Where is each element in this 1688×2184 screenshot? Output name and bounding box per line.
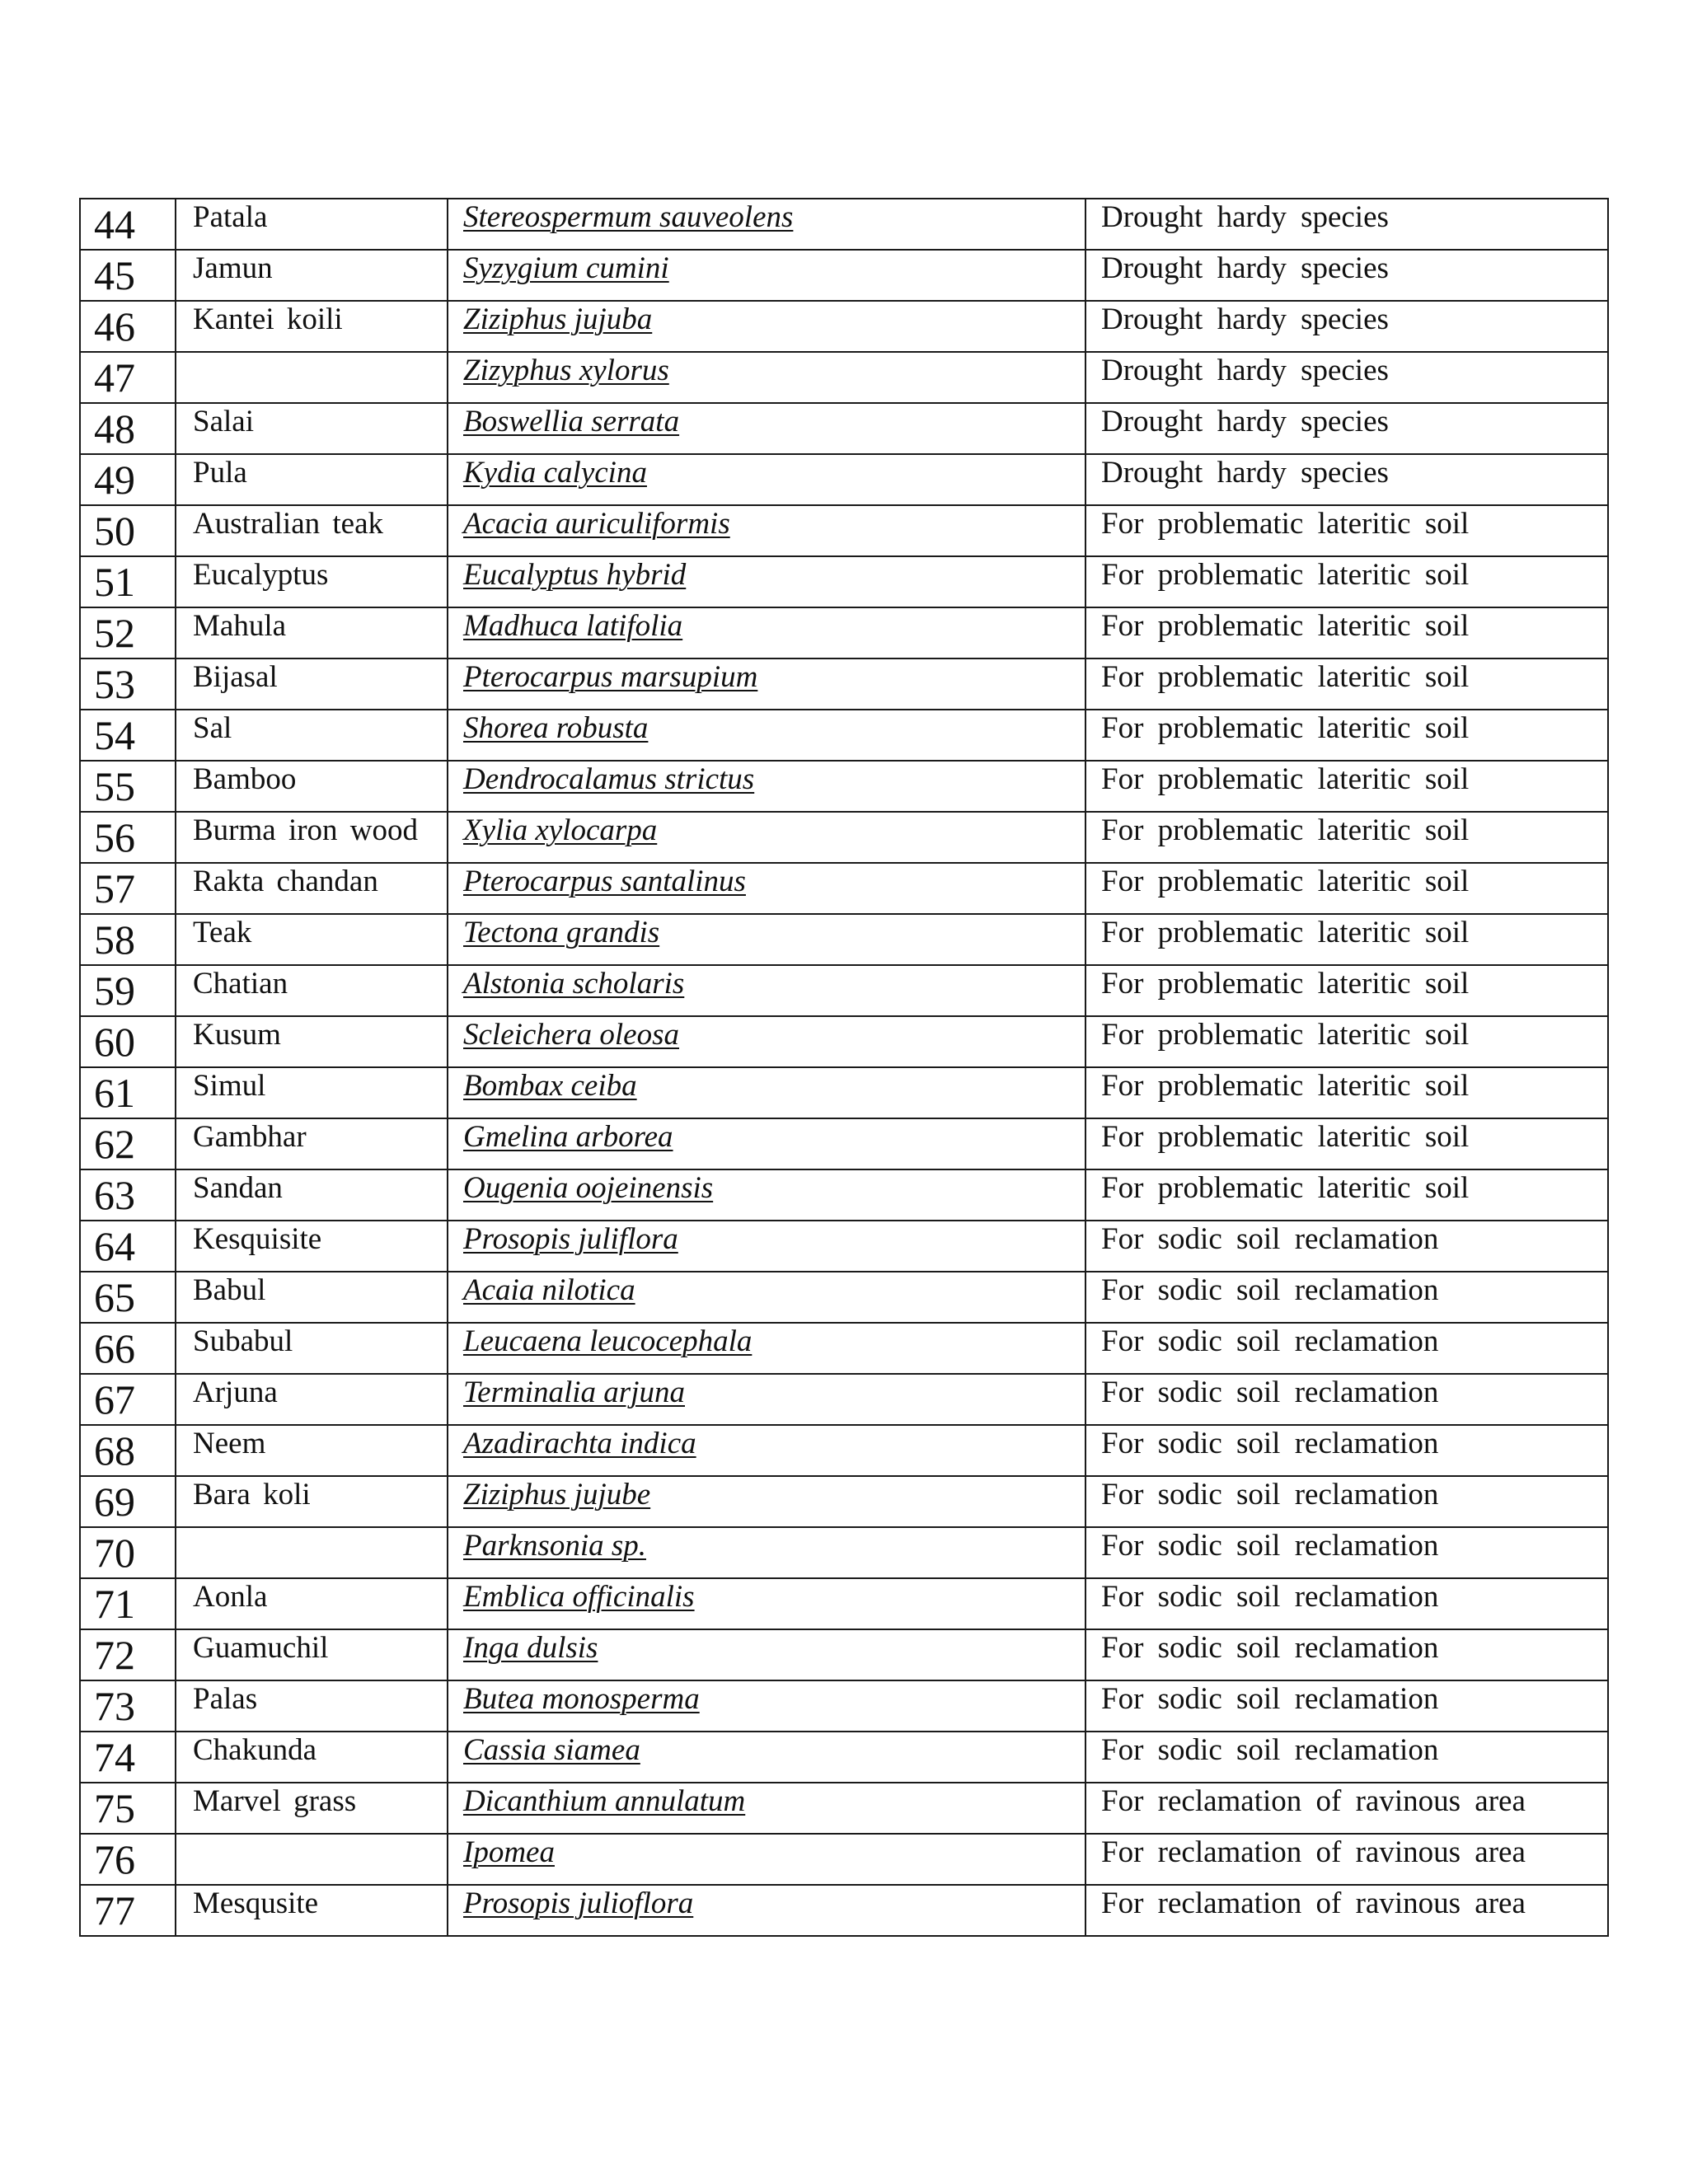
scientific-name-cell	[448, 352, 1085, 403]
scientific-name-text: Zizyphus xylorus	[463, 354, 669, 387]
scientific-name-text: Pterocarpus marsupium	[463, 660, 758, 694]
purpose-cell: For sodic soil reclamation	[1085, 1374, 1608, 1425]
scientific-name-cell	[448, 1272, 1085, 1323]
local-name-cell: Kesquisite	[176, 1221, 448, 1272]
table-row	[80, 1425, 1608, 1476]
scientific-name-text: Ipomea	[463, 1835, 555, 1869]
table-row	[80, 250, 1608, 301]
local-name-cell: Neem	[176, 1425, 448, 1476]
row-number-cell: 46	[80, 301, 176, 352]
local-name-cell: Pula	[176, 454, 448, 505]
row-number-cell: 48	[80, 403, 176, 454]
scientific-name-cell	[448, 1374, 1085, 1425]
row-number-cell: 77	[80, 1885, 176, 1936]
purpose-cell: For problematic lateritic soil	[1085, 1016, 1608, 1067]
row-number-cell: 63	[80, 1169, 176, 1221]
local-name-cell: Gambhar	[176, 1118, 448, 1169]
purpose-cell: For problematic lateritic soil	[1085, 556, 1608, 607]
scientific-name-cell	[448, 710, 1085, 761]
scientific-name-text: Ziziphus jujube	[463, 1478, 651, 1511]
local-name-cell: Bijasal	[176, 658, 448, 710]
scientific-name-text: Bombax ceiba	[463, 1069, 637, 1103]
scientific-name-cell	[448, 1680, 1085, 1732]
local-name-cell	[176, 352, 448, 403]
local-name-cell	[176, 1834, 448, 1885]
scientific-name-text: Dendrocalamus strictus	[463, 762, 755, 796]
scientific-name-cell	[448, 1629, 1085, 1680]
purpose-cell: For problematic lateritic soil	[1085, 658, 1608, 710]
local-name-cell: Arjuna	[176, 1374, 448, 1425]
row-number-cell: 71	[80, 1578, 176, 1629]
local-name-cell: Aonla	[176, 1578, 448, 1629]
scientific-name-cell	[448, 1527, 1085, 1578]
local-name-cell: Chakunda	[176, 1732, 448, 1783]
table-row	[80, 1680, 1608, 1732]
scientific-name-text: Acacia auriculiformis	[463, 507, 730, 541]
table-row	[80, 1016, 1608, 1067]
scientific-name-cell	[448, 301, 1085, 352]
table-row	[80, 1323, 1608, 1374]
table-row	[80, 863, 1608, 914]
purpose-cell: For problematic lateritic soil	[1085, 1118, 1608, 1169]
purpose-cell: For reclamation of ravinous area	[1085, 1885, 1608, 1936]
row-number-cell: 73	[80, 1680, 176, 1732]
table-row	[80, 352, 1608, 403]
row-number-cell: 66	[80, 1323, 176, 1374]
local-name-cell: Kusum	[176, 1016, 448, 1067]
purpose-cell: For sodic soil reclamation	[1085, 1629, 1608, 1680]
purpose-cell: For problematic lateritic soil	[1085, 710, 1608, 761]
table-row	[80, 1118, 1608, 1169]
table-row	[80, 1732, 1608, 1783]
table-row	[80, 454, 1608, 505]
table-row	[80, 301, 1608, 352]
table-row	[80, 1476, 1608, 1527]
row-number-cell: 55	[80, 761, 176, 812]
purpose-cell: For problematic lateritic soil	[1085, 761, 1608, 812]
scientific-name-text: Kydia calycina	[463, 456, 647, 490]
table-row	[80, 658, 1608, 710]
scientific-name-cell	[448, 863, 1085, 914]
purpose-cell: Drought hardy species	[1085, 250, 1608, 301]
purpose-cell: For reclamation of ravinous area	[1085, 1783, 1608, 1834]
purpose-cell: For sodic soil reclamation	[1085, 1476, 1608, 1527]
scientific-name-text: Azadirachta indica	[463, 1427, 696, 1460]
table-row	[80, 1783, 1608, 1834]
scientific-name-cell	[448, 1783, 1085, 1834]
row-number-cell: 52	[80, 607, 176, 658]
local-name-cell: Simul	[176, 1067, 448, 1118]
row-number-cell: 72	[80, 1629, 176, 1680]
row-number-cell: 50	[80, 505, 176, 556]
scientific-name-cell	[448, 1476, 1085, 1527]
purpose-cell: Drought hardy species	[1085, 403, 1608, 454]
purpose-cell: For reclamation of ravinous area	[1085, 1834, 1608, 1885]
row-number-cell: 69	[80, 1476, 176, 1527]
scientific-name-cell	[448, 1169, 1085, 1221]
local-name-cell: Kantei koili	[176, 301, 448, 352]
table-row	[80, 403, 1608, 454]
scientific-name-text: Acaia nilotica	[463, 1273, 635, 1307]
scientific-name-cell	[448, 914, 1085, 965]
purpose-cell: For problematic lateritic soil	[1085, 965, 1608, 1016]
local-name-cell: Patala	[176, 199, 448, 250]
purpose-cell: For sodic soil reclamation	[1085, 1425, 1608, 1476]
local-name-cell: Teak	[176, 914, 448, 965]
row-number-cell: 67	[80, 1374, 176, 1425]
local-name-cell: Babul	[176, 1272, 448, 1323]
local-name-cell: Bamboo	[176, 761, 448, 812]
row-number-cell: 60	[80, 1016, 176, 1067]
purpose-cell: For problematic lateritic soil	[1085, 863, 1608, 914]
local-name-cell: Guamuchil	[176, 1629, 448, 1680]
scientific-name-cell	[448, 1885, 1085, 1936]
row-number-cell: 59	[80, 965, 176, 1016]
table-row	[80, 607, 1608, 658]
local-name-cell: Bara koli	[176, 1476, 448, 1527]
scientific-name-cell	[448, 1834, 1085, 1885]
row-number-cell: 51	[80, 556, 176, 607]
table-row	[80, 710, 1608, 761]
scientific-name-text: Syzygium cumini	[463, 251, 669, 285]
scientific-name-text: Emblica officinalis	[463, 1580, 695, 1614]
row-number-cell: 74	[80, 1732, 176, 1783]
scientific-name-text: Tectona grandis	[463, 916, 660, 949]
table-row	[80, 1067, 1608, 1118]
local-name-cell: Palas	[176, 1680, 448, 1732]
scientific-name-cell	[448, 761, 1085, 812]
row-number-cell: 47	[80, 352, 176, 403]
purpose-cell: For sodic soil reclamation	[1085, 1221, 1608, 1272]
purpose-cell: Drought hardy species	[1085, 199, 1608, 250]
scientific-name-text: Cassia siamea	[463, 1733, 640, 1767]
scientific-name-text: Shorea robusta	[463, 711, 649, 745]
local-name-cell: Jamun	[176, 250, 448, 301]
local-name-cell: Eucalyptus	[176, 556, 448, 607]
row-number-cell: 54	[80, 710, 176, 761]
local-name-cell: Subabul	[176, 1323, 448, 1374]
scientific-name-text: Ougenia oojeinensis	[463, 1171, 714, 1205]
purpose-cell: Drought hardy species	[1085, 301, 1608, 352]
scientific-name-text: Xylia xylocarpa	[463, 813, 658, 847]
scientific-name-text: Pterocarpus santalinus	[463, 865, 746, 898]
row-number-cell: 58	[80, 914, 176, 965]
scientific-name-text: Madhuca latifolia	[463, 609, 683, 643]
local-name-cell: Sal	[176, 710, 448, 761]
scientific-name-cell	[448, 812, 1085, 863]
table-row	[80, 1221, 1608, 1272]
purpose-cell: For sodic soil reclamation	[1085, 1680, 1608, 1732]
local-name-cell: Australian teak	[176, 505, 448, 556]
table-row	[80, 965, 1608, 1016]
row-number-cell: 75	[80, 1783, 176, 1834]
purpose-cell: For sodic soil reclamation	[1085, 1732, 1608, 1783]
scientific-name-text: Dicanthium annulatum	[463, 1784, 746, 1818]
local-name-cell: Mesqusite	[176, 1885, 448, 1936]
scientific-name-cell	[448, 1016, 1085, 1067]
local-name-cell: Chatian	[176, 965, 448, 1016]
row-number-cell: 57	[80, 863, 176, 914]
local-name-cell: Salai	[176, 403, 448, 454]
row-number-cell: 45	[80, 250, 176, 301]
scientific-name-text: Leucaena leucocephala	[463, 1324, 753, 1358]
scientific-name-cell	[448, 454, 1085, 505]
purpose-cell: For sodic soil reclamation	[1085, 1272, 1608, 1323]
table-row	[80, 1527, 1608, 1578]
scientific-name-text: Butea monosperma	[463, 1682, 700, 1716]
table-row	[80, 1578, 1608, 1629]
scientific-name-cell	[448, 1067, 1085, 1118]
scientific-name-text: Gmelina arborea	[463, 1120, 673, 1154]
local-name-cell	[176, 1527, 448, 1578]
scientific-name-cell	[448, 556, 1085, 607]
purpose-cell: For problematic lateritic soil	[1085, 1067, 1608, 1118]
scientific-name-text: Terminalia arjuna	[463, 1376, 685, 1409]
scientific-name-text: Ziziphus jujuba	[463, 302, 653, 336]
purpose-cell: Drought hardy species	[1085, 454, 1608, 505]
local-name-cell: Marvel grass	[176, 1783, 448, 1834]
scientific-name-text: Scleichera oleosa	[463, 1018, 679, 1052]
row-number-cell: 44	[80, 199, 176, 250]
purpose-cell: For problematic lateritic soil	[1085, 914, 1608, 965]
scientific-name-cell	[448, 1732, 1085, 1783]
scientific-name-text: Prosopis julioflora	[463, 1886, 694, 1920]
table-row	[80, 1885, 1608, 1936]
row-number-cell: 49	[80, 454, 176, 505]
purpose-cell: Drought hardy species	[1085, 352, 1608, 403]
local-name-cell: Burma iron wood	[176, 812, 448, 863]
row-number-cell: 62	[80, 1118, 176, 1169]
table-row	[80, 1272, 1608, 1323]
row-number-cell: 65	[80, 1272, 176, 1323]
scientific-name-cell	[448, 965, 1085, 1016]
purpose-cell: For problematic lateritic soil	[1085, 607, 1608, 658]
species-table	[79, 198, 1609, 1937]
purpose-cell: For problematic lateritic soil	[1085, 505, 1608, 556]
table-row	[80, 1834, 1608, 1885]
scientific-name-cell	[448, 607, 1085, 658]
local-name-cell: Mahula	[176, 607, 448, 658]
table-row	[80, 199, 1608, 250]
scientific-name-text: Stereospermum sauveolens	[463, 200, 794, 234]
scientific-name-cell	[448, 403, 1085, 454]
table-row	[80, 1374, 1608, 1425]
row-number-cell: 64	[80, 1221, 176, 1272]
row-number-cell: 56	[80, 812, 176, 863]
purpose-cell: For problematic lateritic soil	[1085, 1169, 1608, 1221]
scientific-name-cell	[448, 1118, 1085, 1169]
purpose-cell: For sodic soil reclamation	[1085, 1527, 1608, 1578]
scientific-name-text: Boswellia serrata	[463, 405, 680, 438]
scientific-name-cell	[448, 1578, 1085, 1629]
scientific-name-text: Eucalyptus hybrid	[463, 558, 687, 592]
purpose-cell: For sodic soil reclamation	[1085, 1578, 1608, 1629]
scientific-name-cell	[448, 250, 1085, 301]
table-body	[80, 199, 1608, 1936]
scientific-name-cell	[448, 658, 1085, 710]
scientific-name-text: Prosopis juliflora	[463, 1222, 678, 1256]
table-row	[80, 812, 1608, 863]
table-row	[80, 761, 1608, 812]
table-row	[80, 505, 1608, 556]
scientific-name-cell	[448, 505, 1085, 556]
row-number-cell: 53	[80, 658, 176, 710]
scientific-name-cell	[448, 1425, 1085, 1476]
table-row	[80, 914, 1608, 965]
row-number-cell: 76	[80, 1834, 176, 1885]
row-number-cell: 68	[80, 1425, 176, 1476]
purpose-cell: For problematic lateritic soil	[1085, 812, 1608, 863]
table-row	[80, 1629, 1608, 1680]
scientific-name-cell	[448, 199, 1085, 250]
local-name-cell: Rakta chandan	[176, 863, 448, 914]
table-row	[80, 556, 1608, 607]
purpose-cell: For sodic soil reclamation	[1085, 1323, 1608, 1374]
scientific-name-text: Alstonia scholaris	[463, 967, 685, 1001]
table-row	[80, 1169, 1608, 1221]
scientific-name-cell	[448, 1221, 1085, 1272]
scientific-name-cell	[448, 1323, 1085, 1374]
row-number-cell: 61	[80, 1067, 176, 1118]
scientific-name-text: Inga dulsis	[463, 1631, 598, 1665]
local-name-cell: Sandan	[176, 1169, 448, 1221]
scientific-name-text: Parknsonia sp.	[463, 1529, 646, 1563]
row-number-cell: 70	[80, 1527, 176, 1578]
